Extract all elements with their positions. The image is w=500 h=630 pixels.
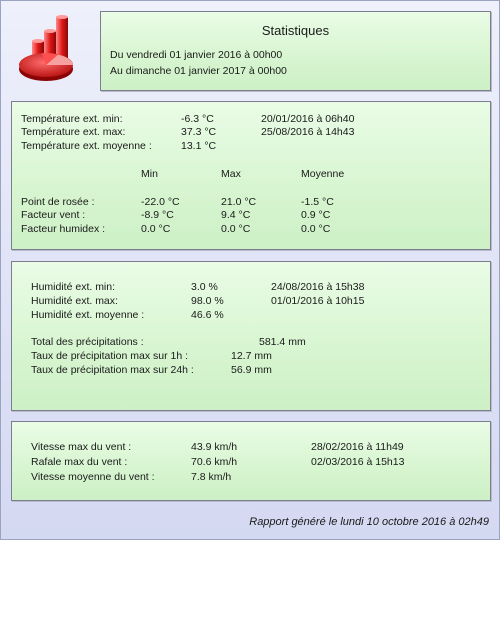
windchill-avg: 0.9 °C bbox=[301, 209, 331, 221]
temperature-panel bbox=[11, 101, 491, 250]
temp-max-value: 37.3 °C bbox=[181, 126, 217, 138]
wind-max-value: 43.9 km/h bbox=[191, 441, 238, 453]
gust-max-date: 02/03/2016 à 15h13 bbox=[311, 456, 405, 468]
date-from: Du vendredi 01 janvier 2016 à 00h00 bbox=[110, 49, 283, 61]
humidity-min-date: 24/08/2016 à 15h38 bbox=[271, 281, 365, 293]
rain-total-value: 581.4 mm bbox=[259, 336, 306, 348]
rain-rate-1h-value: 12.7 mm bbox=[231, 350, 272, 362]
humidex-max: 0.0 °C bbox=[221, 223, 251, 235]
rain-rate-1h-label: Taux de précipitation max sur 1h : bbox=[31, 350, 188, 362]
rain-total-label: Total des précipitations : bbox=[31, 336, 144, 348]
dewpoint-max: 21.0 °C bbox=[221, 196, 257, 208]
page-title: Statistiques bbox=[261, 23, 330, 38]
dewpoint-label: Point de rosée : bbox=[21, 196, 95, 208]
column-header-max: Max bbox=[221, 168, 241, 180]
humidity-min-label: Humidité ext. min: bbox=[31, 281, 116, 293]
temp-max-date: 25/08/2016 à 14h43 bbox=[261, 126, 355, 138]
humidity-max-date: 01/01/2016 à 10h15 bbox=[271, 295, 365, 307]
temp-min-label: Température ext. min: bbox=[21, 113, 123, 125]
humidex-min: 0.0 °C bbox=[141, 223, 171, 235]
humidity-min-value: 3.0 % bbox=[191, 281, 218, 293]
humidity-avg-label: Humidité ext. moyenne : bbox=[31, 309, 145, 321]
wind-max-date: 28/02/2016 à 11h49 bbox=[311, 441, 404, 453]
dewpoint-avg: -1.5 °C bbox=[301, 196, 334, 208]
column-header-min: Min bbox=[141, 168, 158, 180]
date-to: Au dimanche 01 janvier 2017 à 00h00 bbox=[110, 65, 287, 77]
temp-min-value: -6.3 °C bbox=[181, 113, 214, 125]
report-footer: Rapport généré le lundi 10 octobre 2016 à 02h49 bbox=[249, 516, 489, 528]
rain-rate-24h-value: 56.9 mm bbox=[231, 364, 272, 376]
statistics-chart-icon bbox=[14, 11, 86, 83]
gust-max-value: 70.6 km/h bbox=[191, 456, 238, 468]
humidity-rain-panel bbox=[11, 261, 491, 411]
humidity-avg-value: 46.6 % bbox=[191, 309, 224, 321]
temp-avg-label: Température ext. moyenne : bbox=[21, 140, 152, 152]
temp-min-date: 20/01/2016 à 06h40 bbox=[261, 113, 355, 125]
humidity-max-label: Humidité ext. max: bbox=[31, 295, 118, 307]
dewpoint-min: -22.0 °C bbox=[141, 196, 180, 208]
column-header-avg: Moyenne bbox=[301, 168, 345, 180]
temp-max-label: Température ext. max: bbox=[21, 126, 126, 138]
humidex-avg: 0.0 °C bbox=[301, 223, 331, 235]
windchill-label: Facteur vent : bbox=[21, 209, 86, 221]
windchill-min: -8.9 °C bbox=[141, 209, 174, 221]
period-panel bbox=[100, 11, 491, 91]
humidex-label: Facteur humidex : bbox=[21, 223, 106, 235]
wind-max-label: Vitesse max du vent : bbox=[31, 441, 132, 453]
humidity-max-value: 98.0 % bbox=[191, 295, 224, 307]
wind-avg-value: 7.8 km/h bbox=[191, 471, 232, 483]
windchill-max: 9.4 °C bbox=[221, 209, 251, 221]
wind-panel bbox=[11, 421, 491, 501]
rain-rate-24h-label: Taux de précipitation max sur 24h : bbox=[31, 364, 194, 376]
wind-avg-label: Vitesse moyenne du vent : bbox=[31, 471, 155, 483]
gust-max-label: Rafale max du vent : bbox=[31, 456, 128, 468]
temp-avg-value: 13.1 °C bbox=[181, 140, 217, 152]
